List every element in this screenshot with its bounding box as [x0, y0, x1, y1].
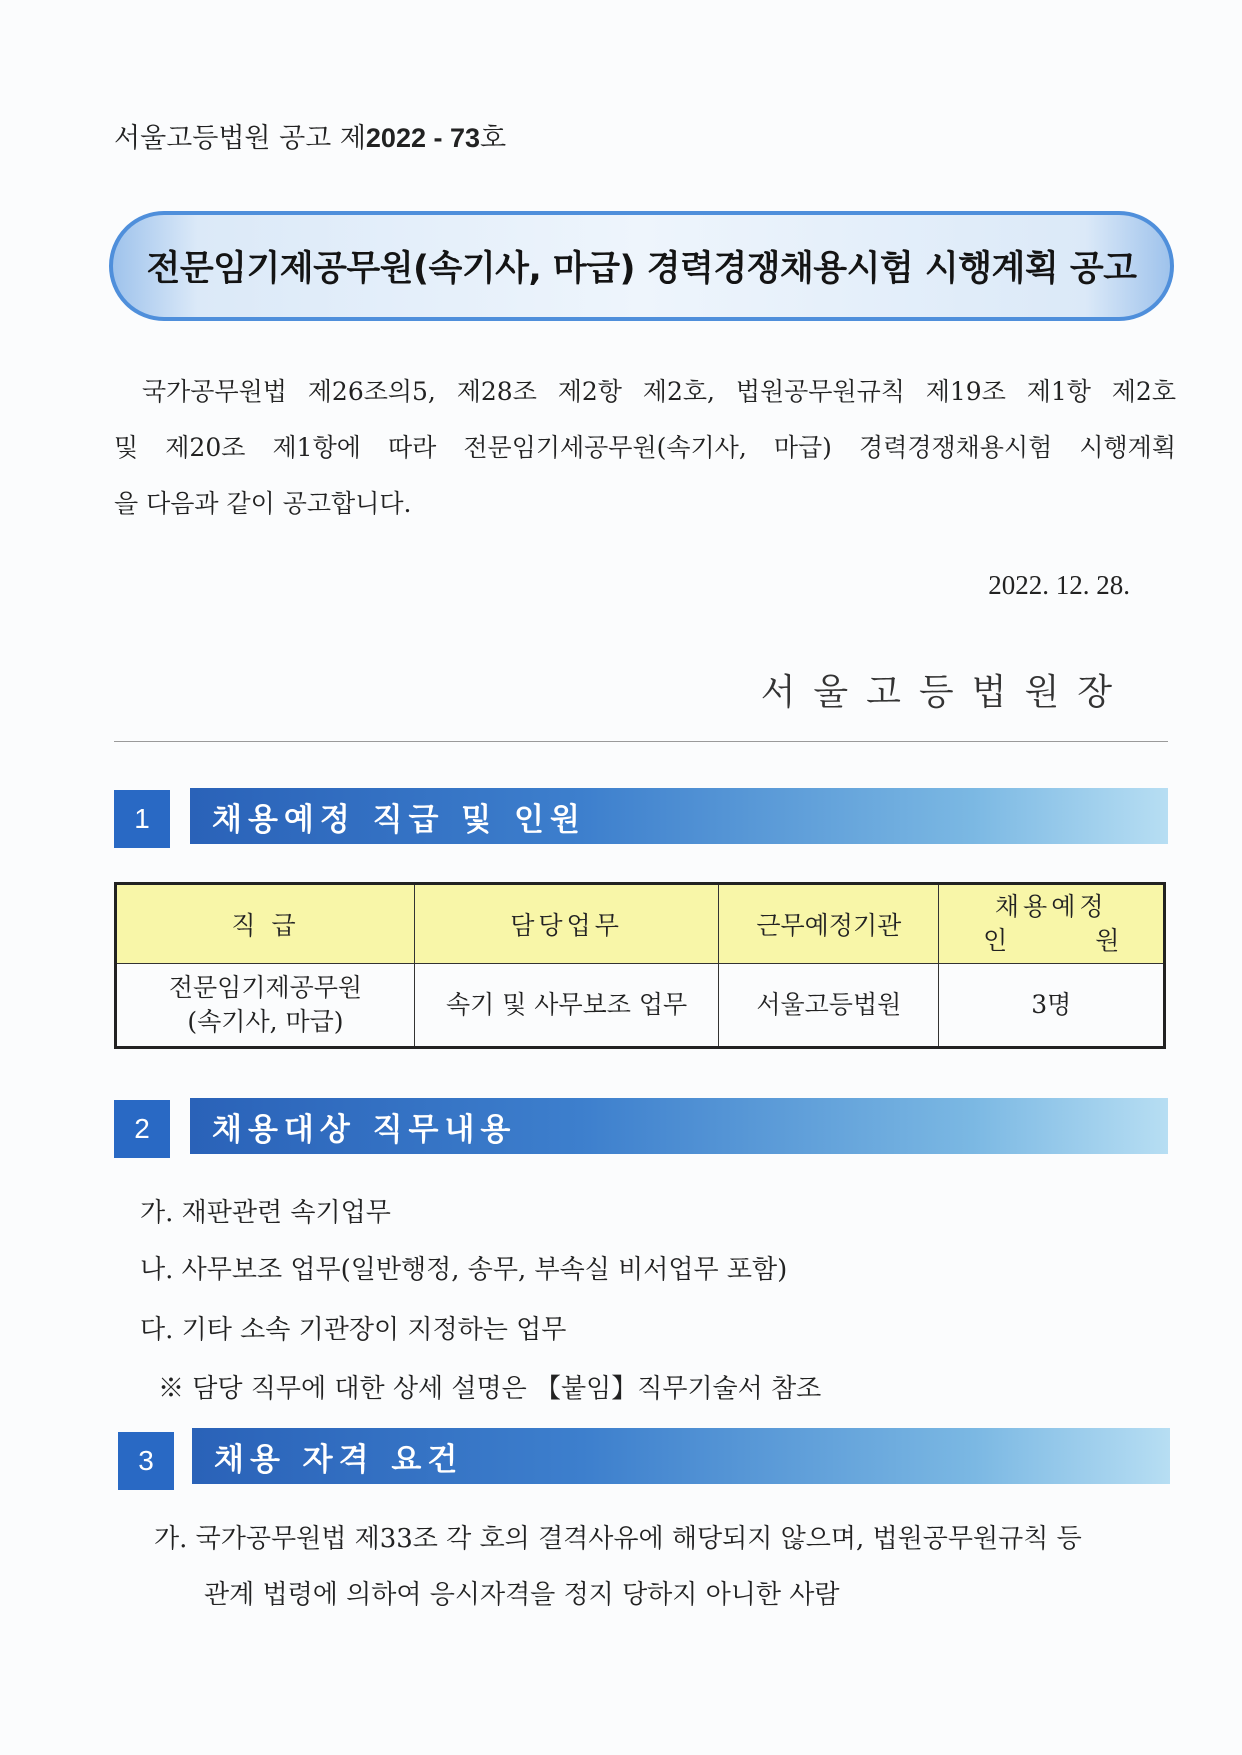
header-grade: 직 급 — [116, 884, 415, 964]
header-count-line1: 채용예정 — [994, 892, 1108, 921]
header-duty: 담당업무 — [414, 884, 718, 964]
intro-paragraph — [114, 364, 1176, 532]
qualification-item-1-line1: 가. 국가공무원법 제33조 각 호의 결격사유에 해당되지 않으며, 법원공무원규칙 등 — [154, 1524, 1082, 1554]
header-agency: 근무예정기관 — [719, 884, 939, 964]
cell-grade-line1: 전문임기제공무원 — [168, 973, 363, 1002]
divider — [114, 741, 1168, 742]
header-count — [939, 884, 1165, 964]
header-count-line2: 인 원 — [983, 926, 1160, 955]
cell-count: 3명 — [939, 964, 1165, 1048]
cell-agency: 서울고등법원 — [719, 964, 939, 1048]
duty-item-2: 나. 사무보조 업무(일반행정, 송무, 부속실 비서업무 포함) — [140, 1255, 788, 1285]
intro-line-3: 을 다음과 같이 공고합니다. — [114, 489, 412, 518]
section-1-title: 채용예정 직급 및 인원 — [190, 788, 1168, 844]
notice-number: 서울고등법원 공고 제2022 - 73호 — [114, 123, 507, 154]
notice-number-value: 2022 - 73 — [365, 123, 480, 153]
signer: 서울고등법원장 — [760, 672, 1130, 713]
recruitment-table — [114, 882, 1166, 1049]
section-3-number: 3 — [118, 1432, 174, 1490]
section-3-title: 채용 자격 요건 — [192, 1428, 1170, 1484]
section-2-title: 채용대상 직무내용 — [190, 1098, 1168, 1154]
intro-line-2: 및 제20조 제1항에 따라 전문임기세공무원(속기사, 마급) 경력경쟁채용시험 시행계획 — [114, 433, 1176, 462]
section-2-number: 2 — [114, 1100, 170, 1158]
table-header-row — [116, 884, 1165, 964]
page-title: 전문임기제공무원(속기사, 마급) 경력경쟁채용시험 시행계획 공고 — [146, 249, 1137, 289]
cell-grade — [116, 964, 415, 1048]
table-row — [116, 964, 1165, 1048]
duty-note: ※ 담당 직무에 대한 상세 설명은 【붙임】직무기술서 참조 — [158, 1374, 822, 1404]
section-1-number: 1 — [114, 790, 170, 848]
qualification-item-1-line2: 관계 법령에 의하여 응시자격을 정지 당하지 아니한 사람 — [204, 1580, 840, 1610]
duty-item-3: 다. 기타 소속 기관장이 지정하는 업무 — [140, 1315, 567, 1345]
cell-duty: 속기 및 사무보조 업무 — [414, 964, 718, 1048]
intro-line-1: 국가공무원법 제26조의5, 제28조 제2항 제2호, 법원공무원규칙 제19조 제1항 제2호 — [142, 377, 1176, 406]
notice-date: 2022. 12. 28. — [988, 570, 1130, 600]
duty-item-1: 가. 재판관련 속기업무 — [140, 1198, 391, 1228]
title-banner — [109, 211, 1174, 321]
cell-grade-line2: (속기사, 마급) — [187, 1007, 344, 1036]
